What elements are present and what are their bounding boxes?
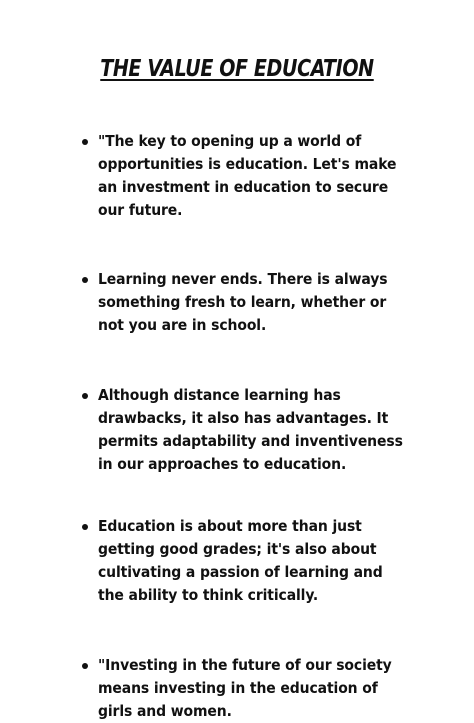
bullet-icon <box>82 393 88 399</box>
list-item-text: "Investing in the future of our society means investing in the education of girls and women. <box>98 656 392 720</box>
bullet-icon <box>82 277 88 283</box>
list-item <box>90 130 410 222</box>
list-item <box>90 384 410 476</box>
list-item-text: Education is about more than just getting good grades; it's also about cultivating a passion of learning and the ability to think critically. <box>98 517 383 604</box>
list-item-text: "The key to opening up a world of opportunities is education. Let's make an investment in education to secure our future. <box>98 132 397 219</box>
document-title: THE VALUE OF EDUCATION <box>100 56 374 82</box>
bullet-icon <box>82 524 88 530</box>
list-item-text: Although distance learning has drawbacks, it also has advantages. It permits adaptability and inventiveness in our approaches to education. <box>98 386 403 473</box>
bullet-icon <box>82 663 88 669</box>
bullet-icon <box>82 139 88 145</box>
list-item-text: Learning never ends. There is always something fresh to learn, whether or not you are in school. <box>98 270 388 334</box>
list-item <box>90 268 410 337</box>
list-item <box>90 654 410 723</box>
list-item <box>90 515 410 607</box>
bullet-list <box>90 130 410 723</box>
